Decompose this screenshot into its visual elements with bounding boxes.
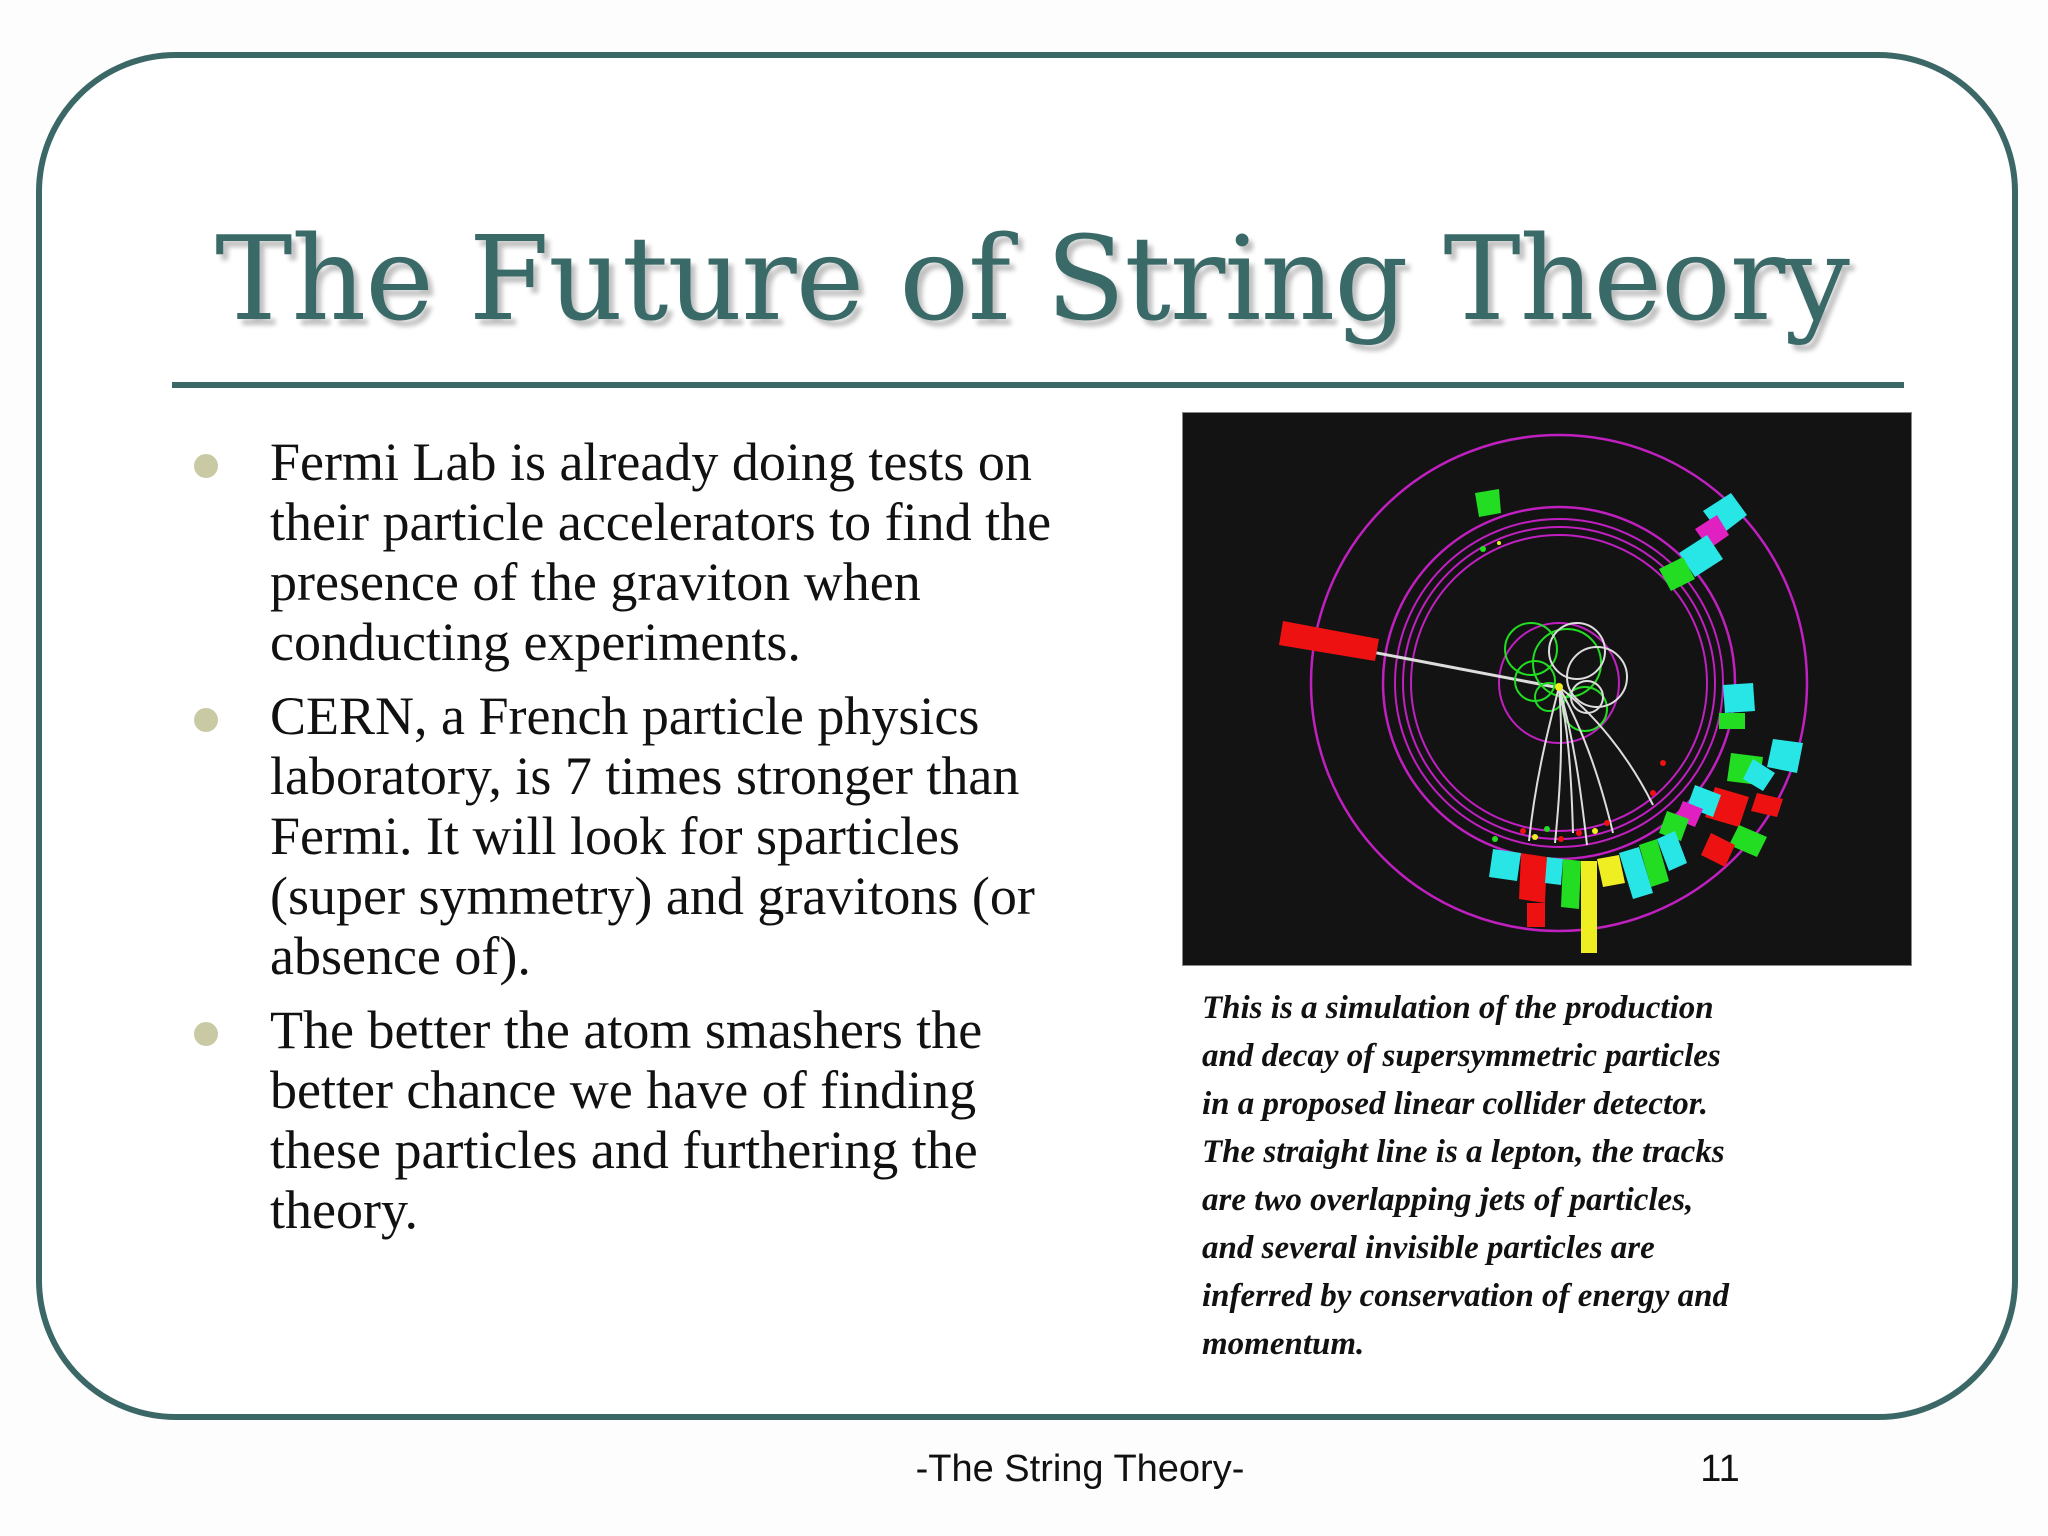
bullet-text: Fermi Lab is already doing tests on their particle accelerators to find the presence of the graviton when conducting experiments. — [270, 432, 1052, 672]
bullet-list — [190, 432, 1180, 1254]
footer-text: -The String Theory- — [915, 1448, 1245, 1490]
bullet-dot-icon — [194, 454, 218, 478]
bullet-text: The better the atom smashers the better chance we have of finding these particles and furthering the theory. — [270, 1000, 983, 1240]
slide-title: The Future of String Theory — [215, 212, 1849, 347]
particle-collision-detector-image — [1182, 412, 1912, 966]
bullet-item-fermi-lab — [190, 432, 1180, 672]
particle-collision-detector-simulation-icon — [1183, 413, 1911, 965]
page-number: 11 — [1700, 1448, 1740, 1490]
bullet-dot-icon — [194, 1022, 218, 1046]
bullet-text: CERN, a French particle physics laboratory, is 7 times stronger than Fermi. It will look for sparticles (super symmetry) and gravitons (or absence of). — [270, 686, 1035, 986]
bullet-item-cern — [190, 686, 1180, 986]
figure-caption: This is a simulation of the production and decay of supersymmetric particles in a proposed linear collider detector. The straight line is a lepton, the tracks are two overlapping jets of particles, and several invisible particles are inferred by conservation of energy and momentum. — [1202, 990, 1730, 1362]
bullet-item-atom-smashers — [190, 1000, 1180, 1240]
title-underline — [172, 382, 1904, 388]
bullet-dot-icon — [194, 708, 218, 732]
